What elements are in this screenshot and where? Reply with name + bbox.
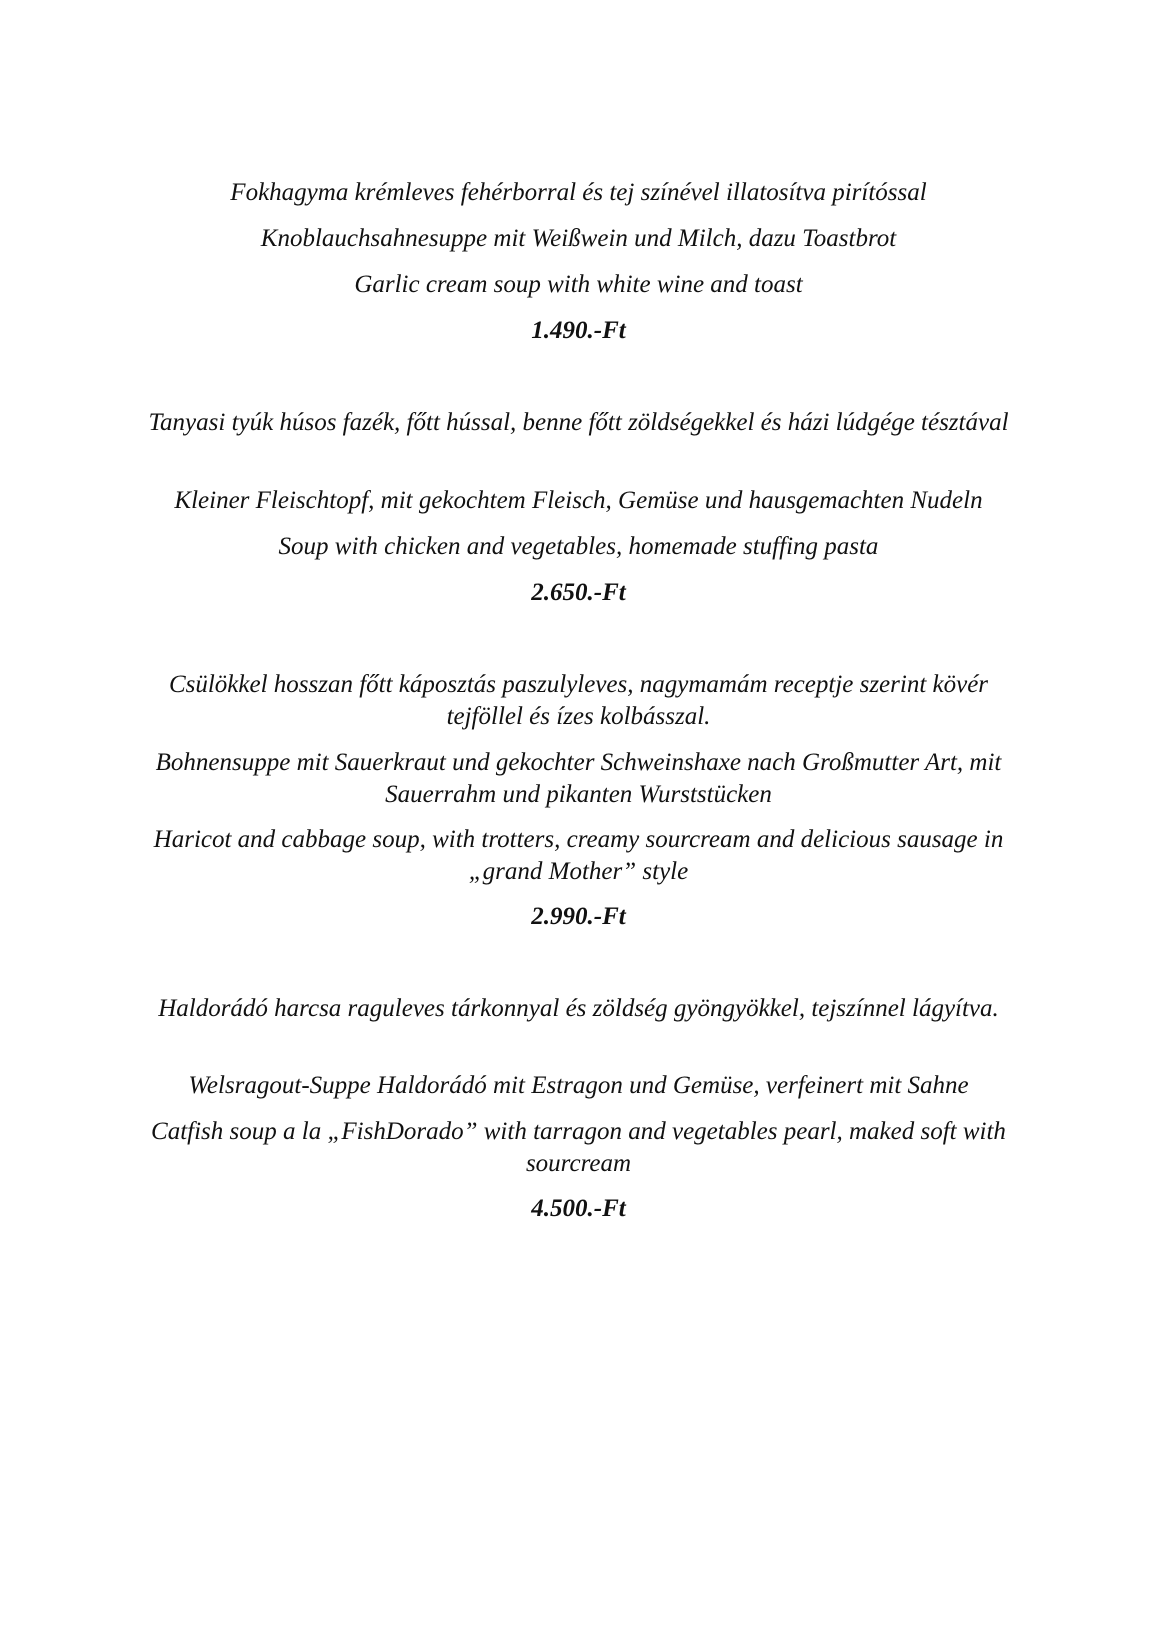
item-name-de: Knoblauchsahnesuppe mit Weißwein und Milch, dazu Toastbrot [260,225,897,252]
item-name-hu: Tanyasi tyúk húsos fazék, főtt hússal, benne főtt zöldségekkel és házi lúdgége tésztával [148,409,1009,436]
item-name-hu: Haldorádó harcsa raguleves tárkonnyal és zöldség gyöngyökkel, tejszínnel lágyítva. [158,995,999,1022]
item-price: 2.990.-Ft [531,903,626,930]
item-name-de: Welsragout-Suppe Haldorádó mit Estragon und Gemüse, verfeinert mit Sahne [188,1072,969,1099]
item-name-en: Haricot and cabbage soup, with trotters, creamy sourcream and delicious sausage in „grand Mother” style [153,826,1004,885]
item-price: 1.490.-Ft [531,317,626,344]
item-price: 2.650.-Ft [531,579,626,606]
item-name-en: Soup with chicken and vegetables, homemade stuffing pasta [278,533,879,560]
item-name-de: Kleiner Fleischtopf, mit gekochtem Fleisch, Gemüse und hausgemachten Nudeln [174,487,983,514]
item-name-en: Garlic cream soup with white wine and toast [354,271,803,298]
item-name-hu: Fokhagyma krémleves fehérborral és tej színével illatosítva pirítóssal [230,179,927,206]
item-name-en: Catfish soup a la „FishDorado” with tarragon and vegetables pearl, maked soft with sourcream [151,1118,1006,1177]
item-name-de: Bohnensuppe mit Sauerkraut und gekochter Schweinshaxe nach Großmutter Art, mit Sauerrahm und pikanten Wurststücken [155,749,1002,808]
item-name-hu: Csülökkel hosszan főtt káposztás paszulyleves, nagymamám receptje szerint kövér tejföllel és ízes kolbásszal. [168,671,989,730]
item-price: 4.500.-Ft [531,1195,626,1222]
